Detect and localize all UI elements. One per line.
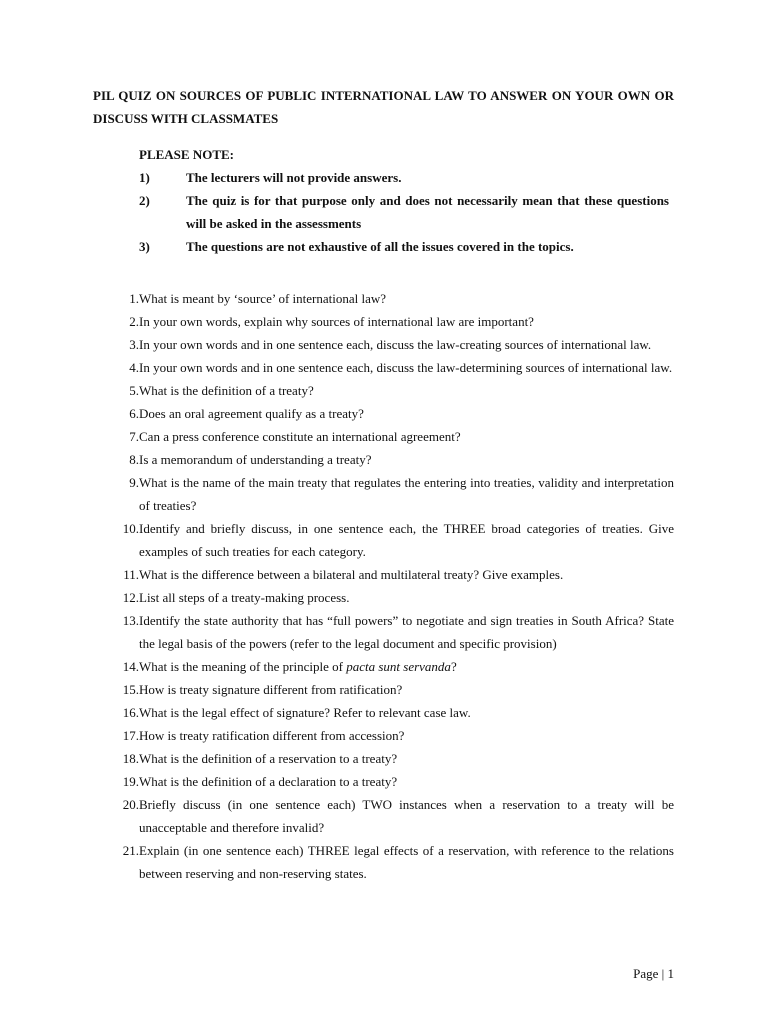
question-number: 1.: [129, 291, 139, 306]
question-text: Is a memorandum of understanding a treaty?: [139, 452, 372, 467]
note-item-number: 1): [139, 170, 150, 185]
question-number: 21.: [122, 843, 139, 858]
note-item-number: 3): [139, 239, 150, 254]
question-text: [139, 655, 674, 678]
question-number: 14.: [122, 659, 139, 674]
question-item: [108, 655, 674, 678]
question-number: 18.: [122, 751, 139, 766]
question-number: 6.: [129, 406, 139, 421]
question-number: 4.: [129, 360, 139, 375]
question-number: 5.: [129, 383, 139, 398]
question-item: [108, 333, 674, 356]
question-number: 17.: [122, 728, 139, 743]
question-item: [108, 793, 674, 839]
question-text: What is the legal effect of signature? Refer to relevant case law.: [139, 705, 471, 720]
please-note-heading: PLEASE NOTE:: [139, 147, 234, 162]
question-item: [108, 448, 674, 471]
question-item: [108, 563, 674, 586]
question-text: What is the definition of a declaration to a treaty?: [139, 774, 398, 789]
question-item: [108, 402, 674, 425]
question-number: 7.: [129, 429, 139, 444]
question-number: 10.: [122, 521, 139, 536]
question-item: [108, 701, 674, 724]
question-text: How is treaty signature different from ratification?: [139, 682, 403, 697]
please-note-section: [139, 143, 669, 258]
question-text: Does an oral agreement qualify as a treaty?: [139, 406, 364, 421]
question-item: [108, 425, 674, 448]
question-number: 3.: [129, 337, 139, 352]
question-item: [108, 724, 674, 747]
question-item: [108, 517, 674, 563]
question-number: 8.: [129, 452, 139, 467]
question-item: [108, 839, 674, 885]
question-item: [108, 356, 674, 379]
question-number: 13.: [122, 613, 139, 628]
document-title: PIL QUIZ ON SOURCES OF PUBLIC INTERNATIONAL LAW TO ANSWER ON YOUR OWN OR DISCUSS WITH CLASSMATES: [93, 88, 674, 126]
question-text: What is the difference between a bilateral and multilateral treaty? Give examples.: [139, 567, 564, 582]
please-note-list: [139, 166, 669, 258]
page-number: Page | 1: [633, 966, 674, 981]
question-text: What is the name of the main treaty that regulates the entering into treaties, validity and interpretation of treaties?: [139, 475, 674, 513]
question-number: 2.: [129, 314, 139, 329]
question-text-after: ?: [450, 659, 457, 674]
question-text: What is the definition of a treaty?: [139, 383, 314, 398]
question-text: How is treaty ratification different from accession?: [139, 728, 405, 743]
question-text: What is the definition of a reservation to a treaty?: [139, 751, 398, 766]
question-number: 19.: [122, 774, 139, 789]
question-number: 12.: [122, 590, 139, 605]
note-item-text: The quiz is for that purpose only and does not necessarily mean that these questions will be asked in the assessments: [186, 193, 669, 231]
question-text-before: What is the meaning of the principle of: [139, 659, 347, 674]
question-text: List all steps of a treaty-making process.: [139, 590, 350, 605]
question-number: 20.: [122, 797, 139, 812]
question-text: Identify and briefly discuss, in one sentence each, the THREE broad categories of treaties. Give examples of such treaties for each category.: [139, 521, 674, 559]
question-item: [108, 770, 674, 793]
question-item: [108, 379, 674, 402]
question-item: [108, 471, 674, 517]
question-text: Explain (in one sentence each) THREE legal effects of a reservation, with reference to the relations between reserving and non-reserving states.: [139, 843, 674, 881]
note-item: [139, 166, 669, 189]
note-item-text: The questions are not exhaustive of all the issues covered in the topics.: [186, 239, 574, 254]
question-text: Briefly discuss (in one sentence each) TWO instances when a reservation to a treaty will be unacceptable and therefore invalid?: [139, 797, 674, 835]
question-number: 11.: [123, 567, 139, 582]
question-item: [108, 678, 674, 701]
question-list: [108, 287, 674, 885]
note-item-text: The lecturers will not provide answers.: [186, 170, 402, 185]
question-number: 9.: [129, 475, 139, 490]
question-item: [108, 287, 674, 310]
note-item-number: 2): [139, 193, 150, 208]
question-item: [108, 747, 674, 770]
question-number: 16.: [122, 705, 139, 720]
question-item: [108, 609, 674, 655]
question-item: [108, 586, 674, 609]
question-text: Identify the state authority that has “full powers” to negotiate and sign treaties in South Africa? State the legal basis of the powers (refer to the legal document and specific provision): [139, 613, 674, 651]
question-text: Can a press conference constitute an international agreement?: [139, 429, 461, 444]
note-item: [139, 189, 669, 235]
question-text: In your own words, explain why sources of international law are important?: [139, 314, 534, 329]
question-item: [108, 310, 674, 333]
question-number: 15.: [122, 682, 139, 697]
question-text: In your own words and in one sentence each, discuss the law-determining sources of international law.: [139, 360, 673, 375]
question-text: In your own words and in one sentence each, discuss the law-creating sources of international law.: [139, 337, 652, 352]
question-text: What is meant by ‘source’ of international law?: [139, 291, 387, 306]
note-item: [139, 235, 669, 258]
latin-term: pacta sunt servanda: [346, 659, 451, 674]
